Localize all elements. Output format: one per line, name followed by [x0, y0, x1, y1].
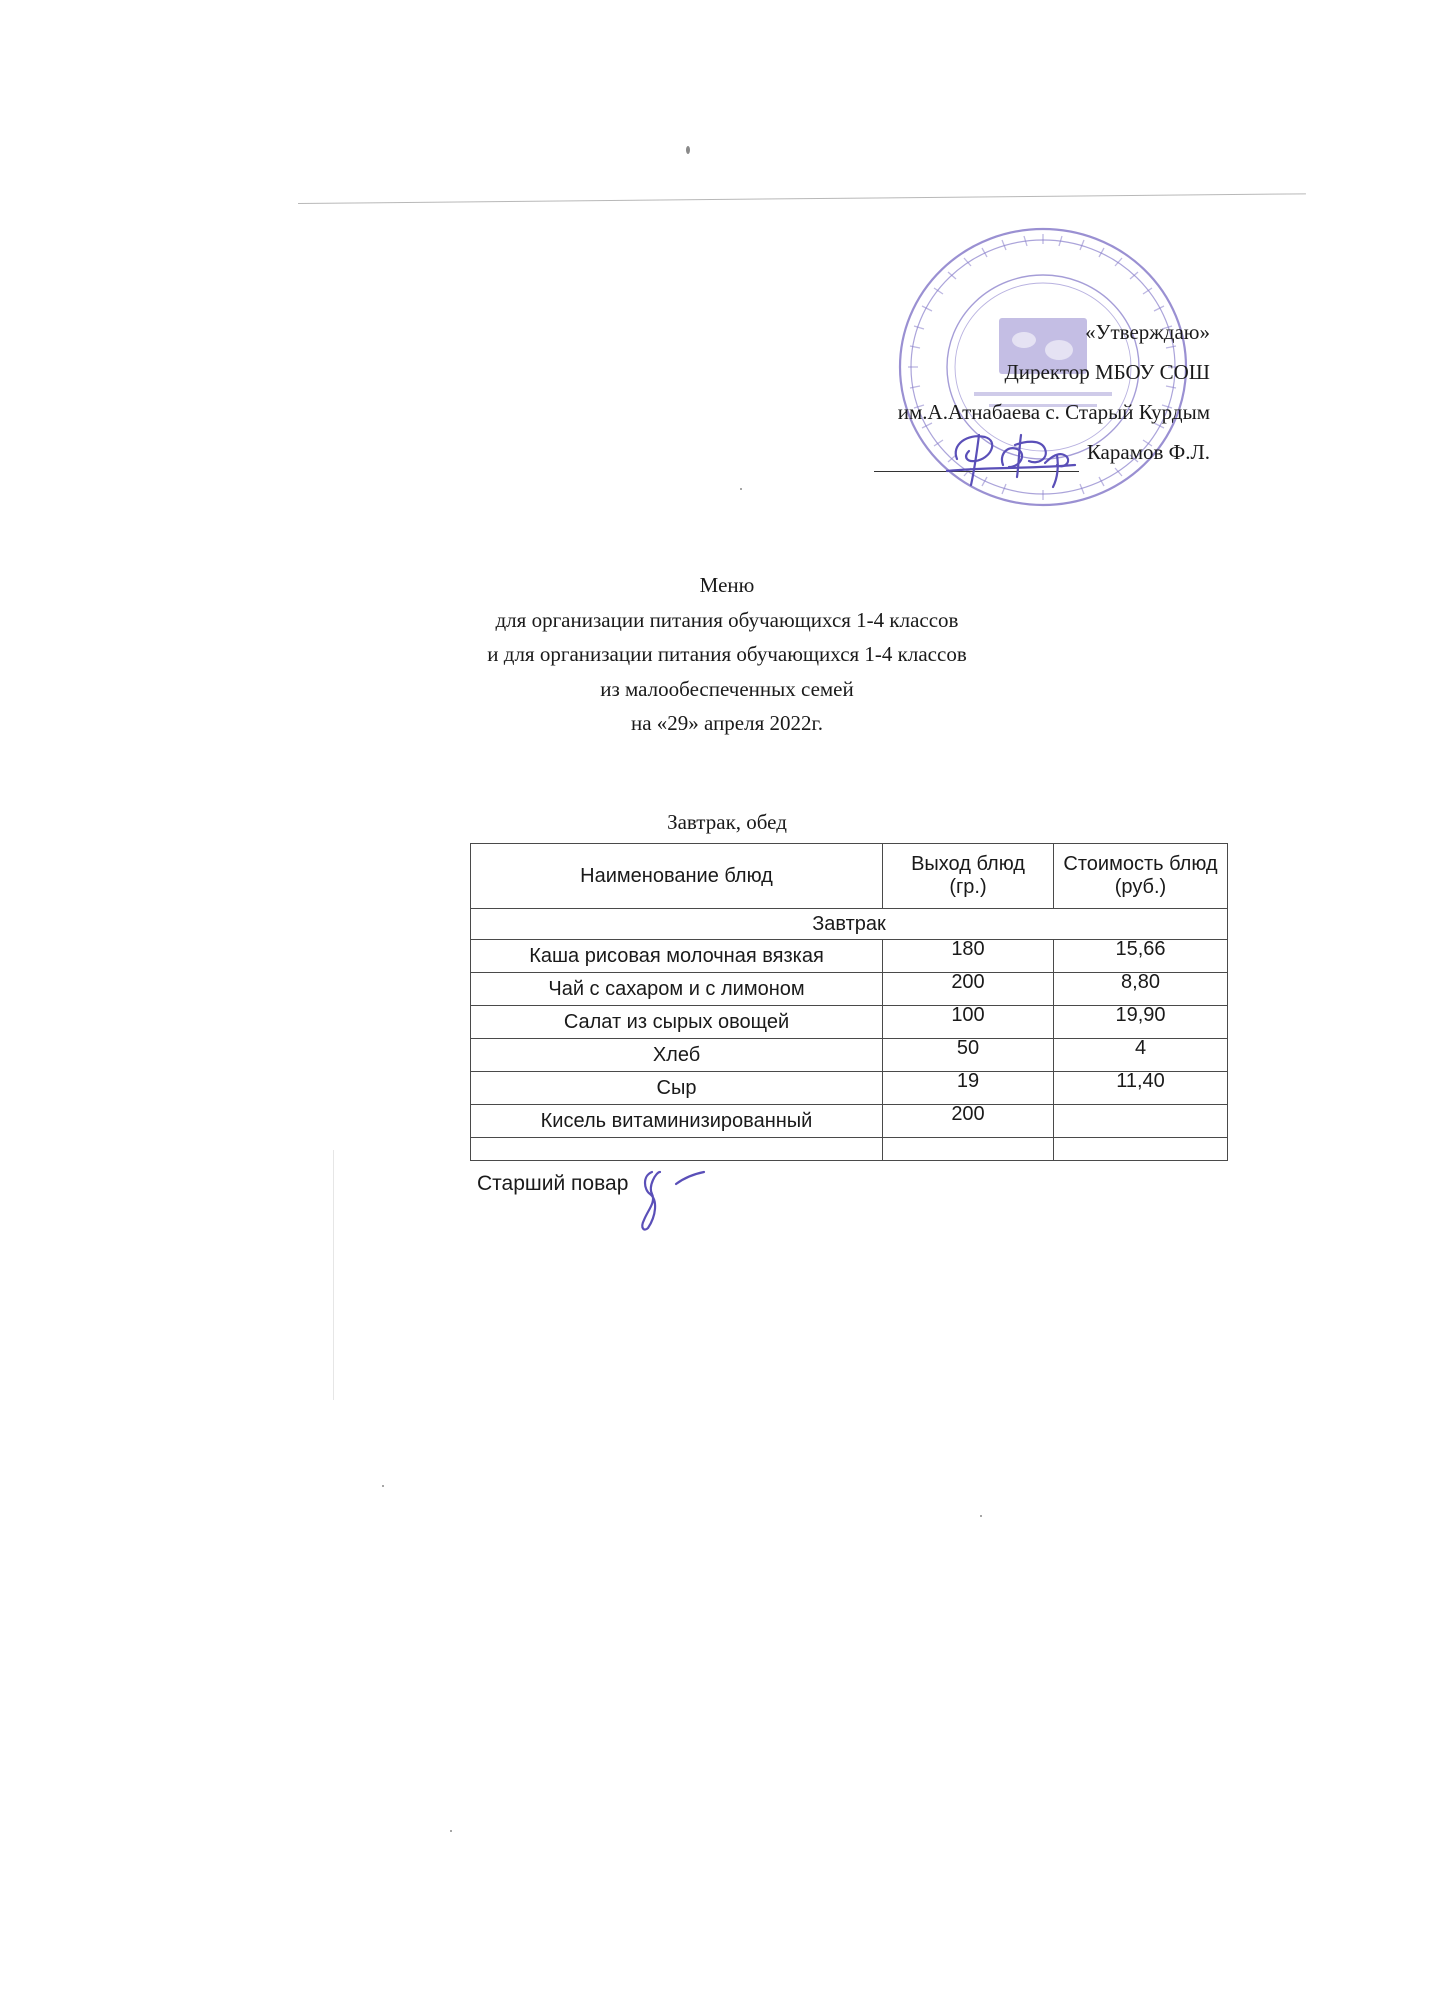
empty-cell — [883, 1138, 1054, 1161]
header-cost: Стоимость блюд (руб.) — [1054, 844, 1228, 909]
menu-date: на «29» апреля 2022г. — [630, 711, 824, 735]
scan-edge — [333, 1150, 334, 1400]
dish-cost: 8,80 — [1054, 973, 1228, 1006]
dish-name: Кисель витаминизированный — [471, 1105, 883, 1138]
senior-cook-label: Старший повар — [477, 1172, 629, 1195]
table-row — [471, 940, 1228, 973]
header-dish-name: Наименование блюд — [471, 844, 883, 909]
menu-table — [470, 843, 1228, 1161]
dish-cost: 15,66 — [1054, 940, 1228, 973]
menu-subtitle-2: и для организации питания обучающихся 1-4 классов — [487, 642, 967, 666]
empty-cell — [1054, 1138, 1228, 1161]
menu-subtitle-3: из малообеспеченных семей — [600, 676, 854, 701]
scan-speck — [740, 488, 742, 490]
meal-section-title: Завтрак, обед — [667, 810, 787, 834]
dish-name: Сыр — [471, 1072, 883, 1105]
director-signature-icon — [945, 415, 1095, 495]
dish-output: 200 — [883, 973, 1054, 1006]
scan-speck — [382, 1485, 384, 1487]
menu-title: Меню — [699, 573, 755, 597]
header-output: Выход блюд (гр.) — [883, 844, 1054, 909]
dish-output: 19 — [883, 1072, 1054, 1105]
approval-heading: «Утверждаю» — [1085, 320, 1210, 344]
table-row — [471, 973, 1228, 1006]
approval-position: Директор МБОУ СОШ — [1004, 360, 1210, 384]
table-group-row — [471, 909, 1228, 940]
dish-cost — [1054, 1105, 1228, 1138]
approval-director-name: Карамов Ф.Л. — [1086, 440, 1210, 464]
dish-name: Чай с сахаром и с лимоном — [471, 973, 883, 1006]
dish-output: 180 — [883, 940, 1054, 973]
dish-cost: 19,90 — [1054, 1006, 1228, 1039]
dish-name: Каша рисовая молочная вязкая — [471, 940, 883, 973]
approval-school: им.А.Атнабаева с. Старый Курдым — [897, 400, 1210, 424]
menu-title-block — [0, 568, 1454, 741]
menu-subtitle-1: для организации питания обучающихся 1-4 классов — [495, 607, 959, 632]
table-row — [471, 1006, 1228, 1039]
scan-speck — [980, 1515, 982, 1517]
dish-cost: 4 — [1054, 1039, 1228, 1072]
top-rule-line — [298, 193, 1306, 204]
table-row — [471, 1039, 1228, 1072]
dish-name: Салат из сырых овощей — [471, 1006, 883, 1039]
group-label-breakfast: Завтрак — [471, 909, 1228, 940]
cook-signature-icon — [630, 1158, 710, 1238]
dish-cost: 11,40 — [1054, 1072, 1228, 1105]
dish-output: 100 — [883, 1006, 1054, 1039]
dish-name: Хлеб — [471, 1039, 883, 1072]
table-row — [471, 1105, 1228, 1138]
dish-output: 200 — [883, 1105, 1054, 1138]
scan-speck — [450, 1830, 452, 1832]
table-header-row — [471, 844, 1228, 909]
dish-output: 50 — [883, 1039, 1054, 1072]
scan-speck — [686, 146, 690, 154]
table-row — [471, 1072, 1228, 1105]
table-row-empty — [471, 1138, 1228, 1161]
